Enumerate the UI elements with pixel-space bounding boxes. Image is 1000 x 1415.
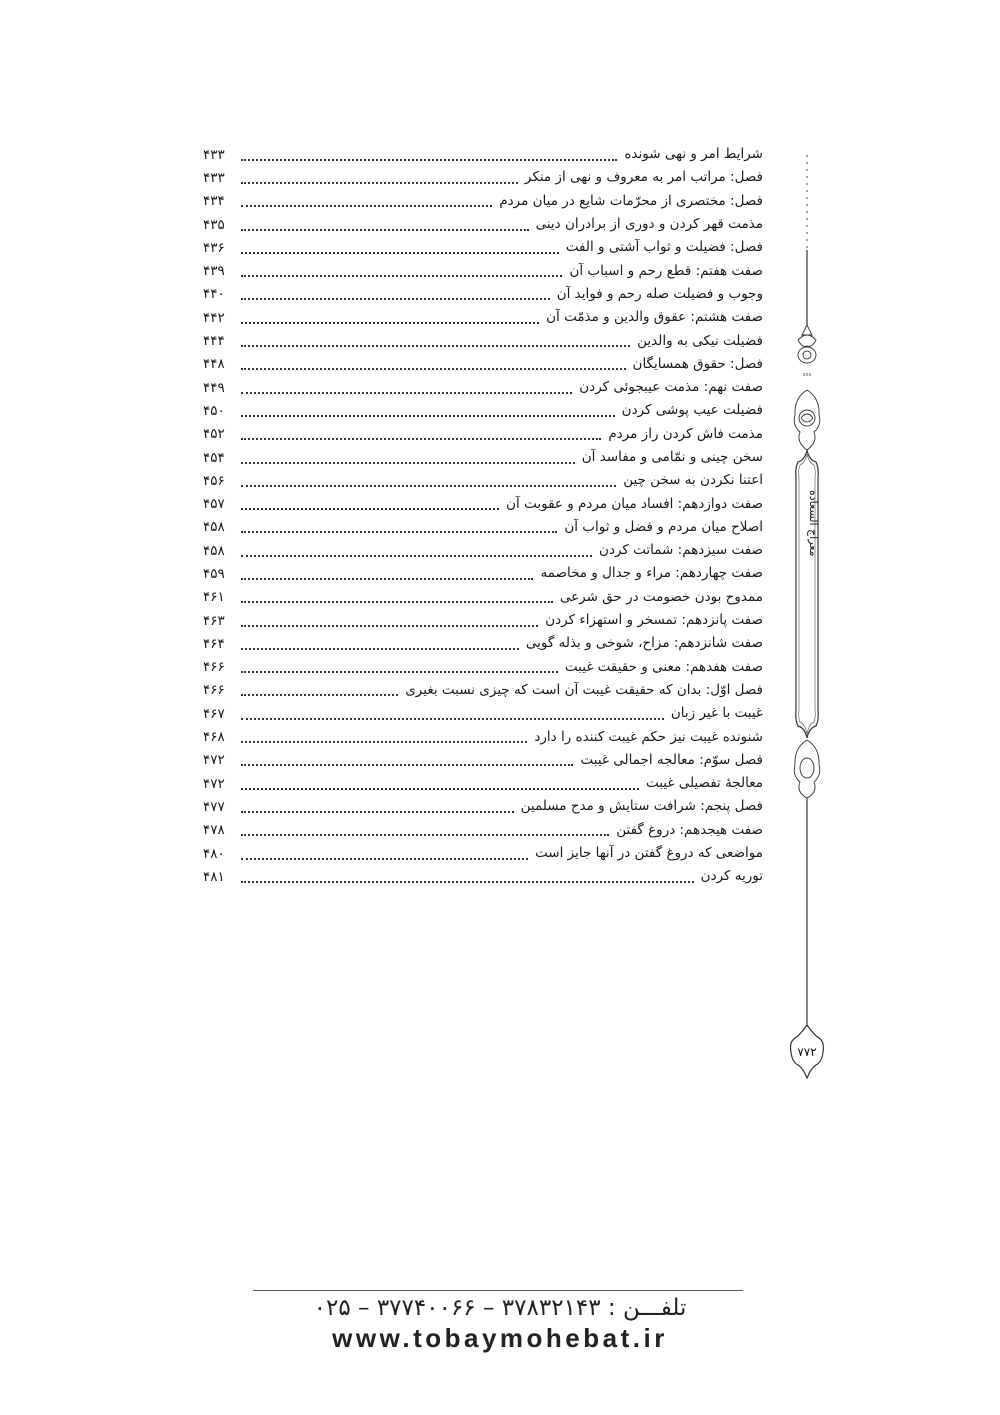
dot-leader <box>241 694 398 696</box>
toc-entry-page: ۴۴۰ <box>203 286 225 303</box>
toc-entry-title: صفت هفتم: قطع رحم و اسباب آن <box>566 260 763 283</box>
dot-leader <box>241 159 617 161</box>
dot-leader <box>241 578 533 580</box>
toc-entry-title: فصل پنجم: شرافت ستایش و مدح مسلمین <box>518 795 763 818</box>
toc-entry-page: ۴۸۰ <box>203 845 225 862</box>
toc-entry-page: ۴۳۵ <box>203 216 225 233</box>
toc-entry-title: شرایط امر و نهی شونده <box>621 143 763 166</box>
dot-leader <box>241 671 558 673</box>
toc-entry-page: ۴۵۷ <box>203 496 225 513</box>
toc-entry <box>203 213 763 236</box>
book-title: معراج السعاده <box>807 490 820 557</box>
toc-entry <box>203 190 763 213</box>
toc-entry-page: ۴۵۴ <box>203 449 225 466</box>
toc-entry-page: ۴۸۱ <box>203 868 225 885</box>
dot-leader <box>241 275 562 277</box>
toc-entry-title: غیبت با غیر زبان <box>668 702 763 725</box>
toc-entry-title: صفت هیجدهم: دروغ گفتن <box>613 819 763 842</box>
toc-entry-title: اعتنا نکردن به سخن چین <box>620 469 763 492</box>
toc-entry <box>203 166 763 189</box>
toc-entry-page: ۴۷۲ <box>203 775 225 792</box>
toc-entry-page: ۴۴۸ <box>203 356 225 373</box>
toc-entry-page: ۴۳۳ <box>203 146 225 163</box>
toc-entry <box>203 446 763 469</box>
toc-entry <box>203 306 763 329</box>
toc-entry-title: صفت هفدهم: معنی و حقیقت غیبت <box>562 656 763 679</box>
dot-leader <box>241 625 538 627</box>
page-number: ۷۷۲ <box>797 1045 817 1059</box>
toc-entry-page: ۴۵۸ <box>203 519 225 536</box>
dot-leader <box>241 741 527 743</box>
toc-entry-page: ۴۶۶ <box>203 659 225 676</box>
toc-entry-title: فصل: فضیلت و ثواب آشتی و الفت <box>563 236 763 259</box>
toc-entry <box>203 562 763 585</box>
dot-leader <box>241 508 499 510</box>
dot-leader <box>241 811 514 813</box>
dot-leader <box>241 205 492 207</box>
toc-entry <box>203 819 763 842</box>
dot-leader <box>241 182 518 184</box>
toc-entry-title: مذمت فاش کردن راز مردم <box>605 423 763 446</box>
dot-leader <box>241 718 664 720</box>
toc-entry <box>203 725 763 748</box>
toc-entry-title: صفت پانزدهم: تمسخر و استهزاء کردن <box>542 609 763 632</box>
table-of-contents <box>203 143 763 889</box>
dot-leader <box>241 858 528 860</box>
dot-leader <box>241 298 550 300</box>
toc-entry <box>203 423 763 446</box>
dot-leader <box>241 601 553 603</box>
toc-entry <box>203 283 763 306</box>
toc-entry-page: ۴۵۹ <box>203 565 225 582</box>
toc-entry <box>203 609 763 632</box>
toc-entry <box>203 842 763 865</box>
svg-text:xxx: xxx <box>802 372 812 378</box>
toc-entry-title: فصل: مختصری از محرّمات شایع در میان مردم <box>496 190 763 213</box>
toc-entry <box>203 865 763 888</box>
footer-divider <box>253 1290 743 1291</box>
toc-entry-page: ۴۶۶ <box>203 682 225 699</box>
toc-entry-page: ۴۶۴ <box>203 635 225 652</box>
toc-entry-title: صفت دوازدهم: افساد میان مردم و عقوبت آن <box>503 493 763 516</box>
toc-entry-page: ۴۶۳ <box>203 612 225 629</box>
dot-leader <box>241 415 615 417</box>
toc-entry-page: ۴۵۶ <box>203 472 225 489</box>
dot-leader <box>241 485 616 487</box>
toc-entry-page: ۴۴۴ <box>203 333 225 350</box>
toc-entry-page: ۴۳۹ <box>203 263 225 280</box>
toc-entry <box>203 586 763 609</box>
toc-entry-page: ۴۶۸ <box>203 729 225 746</box>
dot-leader <box>241 648 519 650</box>
dot-leader <box>241 229 529 231</box>
dot-leader <box>241 345 630 347</box>
dot-leader <box>241 764 573 766</box>
toc-entry-page: ۴۷۸ <box>203 822 225 839</box>
toc-entry-title: معالجۀ تفصیلی غیبت <box>643 772 763 795</box>
toc-entry-title: فصل اوّل: بدان که حقیقت غیبت آن است که چیزی نسبت بغیری <box>402 679 763 702</box>
toc-entry-title: فضیلت نیکی به والدین <box>634 330 763 353</box>
toc-entry-title: اصلاح میان مردم و فضل و ثواب آن <box>561 516 763 539</box>
toc-entry-title: فصل: مراتب امر به معروف و نهی از منکر <box>522 166 763 189</box>
toc-entry-title: شنونده غیبت نیز حکم غیبت کننده را دارد <box>531 726 763 749</box>
toc-entry <box>203 772 763 795</box>
toc-entry-title: فصل: حقوق همسایگان <box>630 353 763 376</box>
toc-entry-page: ۴۵۰ <box>203 402 225 419</box>
toc-entry-title: صفت هشتم: عقوق والدین و مذمّت آن <box>543 306 763 329</box>
toc-entry <box>203 679 763 702</box>
toc-entry-title: صفت نهم: مذمت عیبجوئی کردن <box>576 376 763 399</box>
toc-entry-title: ممدوح بودن خصومت در حق شرعی <box>557 586 763 609</box>
dot-leader <box>241 555 592 557</box>
medallion-bottom-icon <box>794 740 820 798</box>
toc-entry-title: مواضعی که دروغ گفتن در آنها جایز است <box>532 842 763 865</box>
toc-entry-page: ۴۷۷ <box>203 798 225 815</box>
toc-entry <box>203 516 763 539</box>
dot-leader <box>241 531 557 533</box>
toc-entry <box>203 749 763 772</box>
dot-leader <box>241 252 559 254</box>
dot-leader <box>241 881 694 883</box>
toc-entry <box>203 353 763 376</box>
toc-entry-page: ۴۳۳ <box>203 169 225 186</box>
toc-entry-page: ۴۵۸ <box>203 542 225 559</box>
toc-entry <box>203 702 763 725</box>
toc-entry-page: ۴۷۲ <box>203 752 225 769</box>
dot-leader <box>241 322 539 324</box>
toc-entry-title: صفت سیزدهم: شماتت کردن <box>596 539 763 562</box>
toc-entry-title: فصل سوّم: معالجه اجمالی غیبت <box>577 749 763 772</box>
flower-ornament-icon <box>798 325 816 363</box>
toc-entry-page: ۴۳۶ <box>203 239 225 256</box>
toc-entry <box>203 399 763 422</box>
toc-entry <box>203 376 763 399</box>
toc-entry <box>203 656 763 679</box>
toc-entry-title: مذمت قهر کردن و دوری از برادران دینی <box>533 213 763 236</box>
toc-entry-page: ۴۶۱ <box>203 589 225 606</box>
toc-entry-title: وجوب و فضیلت صله رحم و فواید آن <box>554 283 763 306</box>
toc-entry <box>203 492 763 515</box>
medallion-top-icon <box>794 390 820 450</box>
toc-entry <box>203 329 763 352</box>
dot-leader <box>241 462 575 464</box>
toc-entry <box>203 259 763 282</box>
toc-entry-title: سخن چینی و نمّامی و مفاسد آن <box>579 446 763 469</box>
footer-website: www.tobaymohebat.ir <box>332 1323 668 1353</box>
toc-entry-title: توریه کردن <box>698 865 763 888</box>
side-ornament <box>790 150 840 1080</box>
toc-entry-title: صفت چهاردهم: مراء و جدال و مخاصمه <box>537 562 763 585</box>
dot-leader <box>241 834 609 836</box>
toc-entry-title: صفت شانزدهم: مزاح، شوخی و بذله گویی <box>523 632 763 655</box>
toc-entry-page: ۴۴۹ <box>203 379 225 396</box>
toc-entry <box>203 469 763 492</box>
toc-entry-page: ۴۳۴ <box>203 193 225 210</box>
dot-leader <box>241 368 626 370</box>
footer-phone: تلفـــن : ۳۷۸۳۲۱۴۳ – ۳۷۷۴۰۰۶۶ – ۰۲۵ <box>313 1295 687 1321</box>
dot-leader <box>241 788 639 790</box>
dot-leader <box>241 438 601 440</box>
toc-entry-page: ۴۴۲ <box>203 309 225 326</box>
toc-entry <box>203 632 763 655</box>
toc-entry <box>203 143 763 166</box>
toc-entry <box>203 236 763 259</box>
toc-entry <box>203 539 763 562</box>
toc-entry-page: ۴۵۲ <box>203 426 225 443</box>
toc-entry <box>203 795 763 818</box>
dot-leader <box>241 392 572 394</box>
toc-entry-page: ۴۶۷ <box>203 705 225 722</box>
toc-entry-title: فضیلت عیب پوشی کردن <box>619 399 763 422</box>
